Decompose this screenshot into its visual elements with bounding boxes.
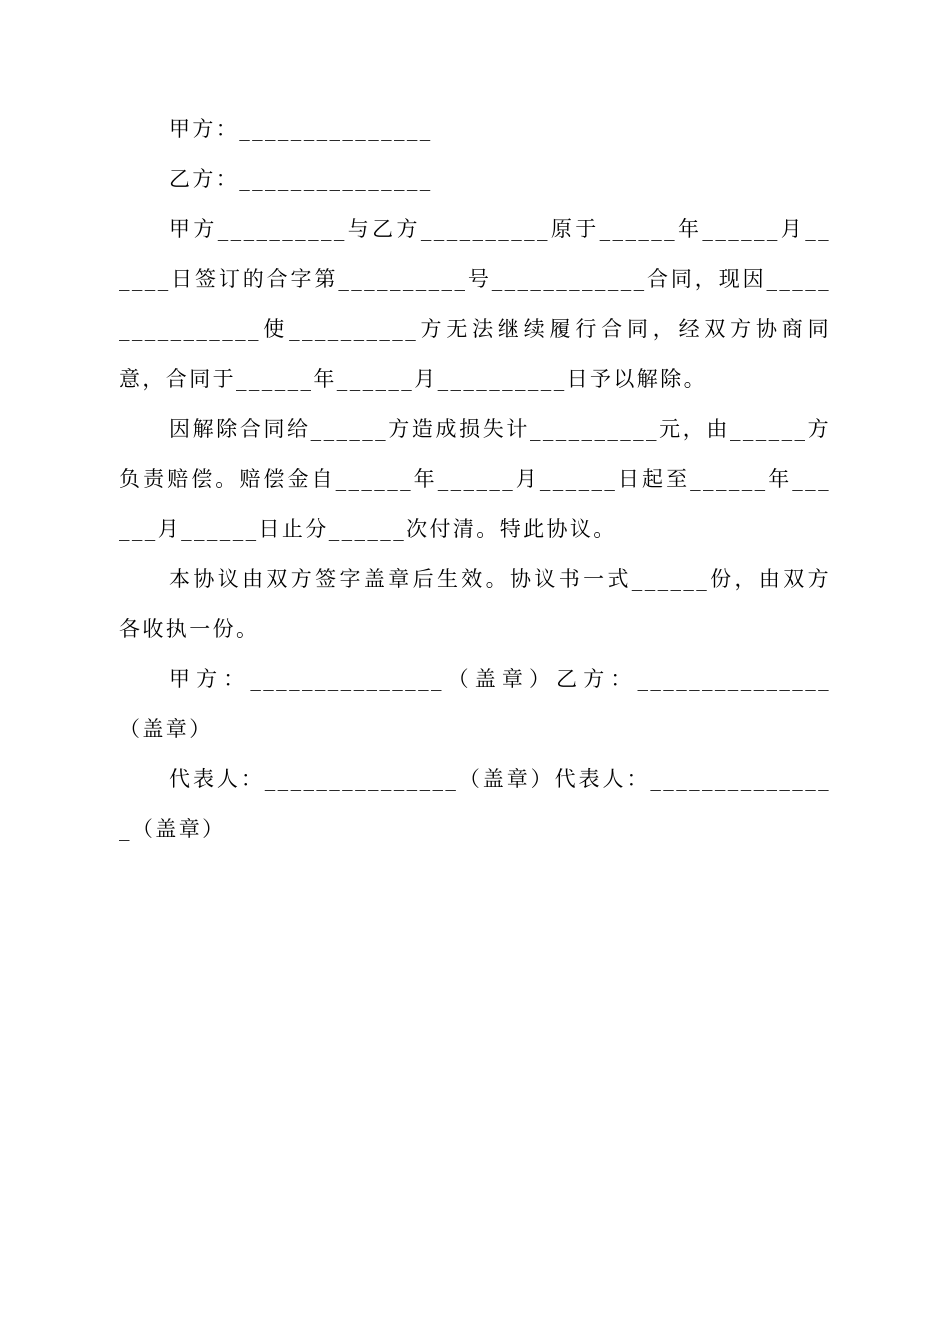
party-signature-line: 甲方：_______________（盖章）乙方：_______________（盖章） (119, 667, 831, 741)
party-a-line: 甲方：_______________ (169, 117, 433, 141)
compensation-clause: 因解除合同给______方造成损失计__________元，由______方负责赔偿。赔偿金自______年______月______日起至______年______月______日止分______次付清。特此协议。 (119, 417, 831, 541)
effectiveness-clause: 本协议由双方签字盖章后生效。协议书一式______份，由双方各收执一份。 (119, 567, 831, 641)
termination-clause: 甲方__________与乙方__________原于______年______月______日签订的合字第__________号____________合同，现因________________使__________方无法继续履行合同，经双方协商同意，合同于______年______月__________日予以解除。 (119, 217, 831, 391)
document-body (119, 104, 831, 854)
party-b-line: 乙方：_______________ (169, 167, 433, 191)
representative-signature-line: 代表人：_______________（盖章）代表人：_______________（盖章） (119, 767, 831, 841)
